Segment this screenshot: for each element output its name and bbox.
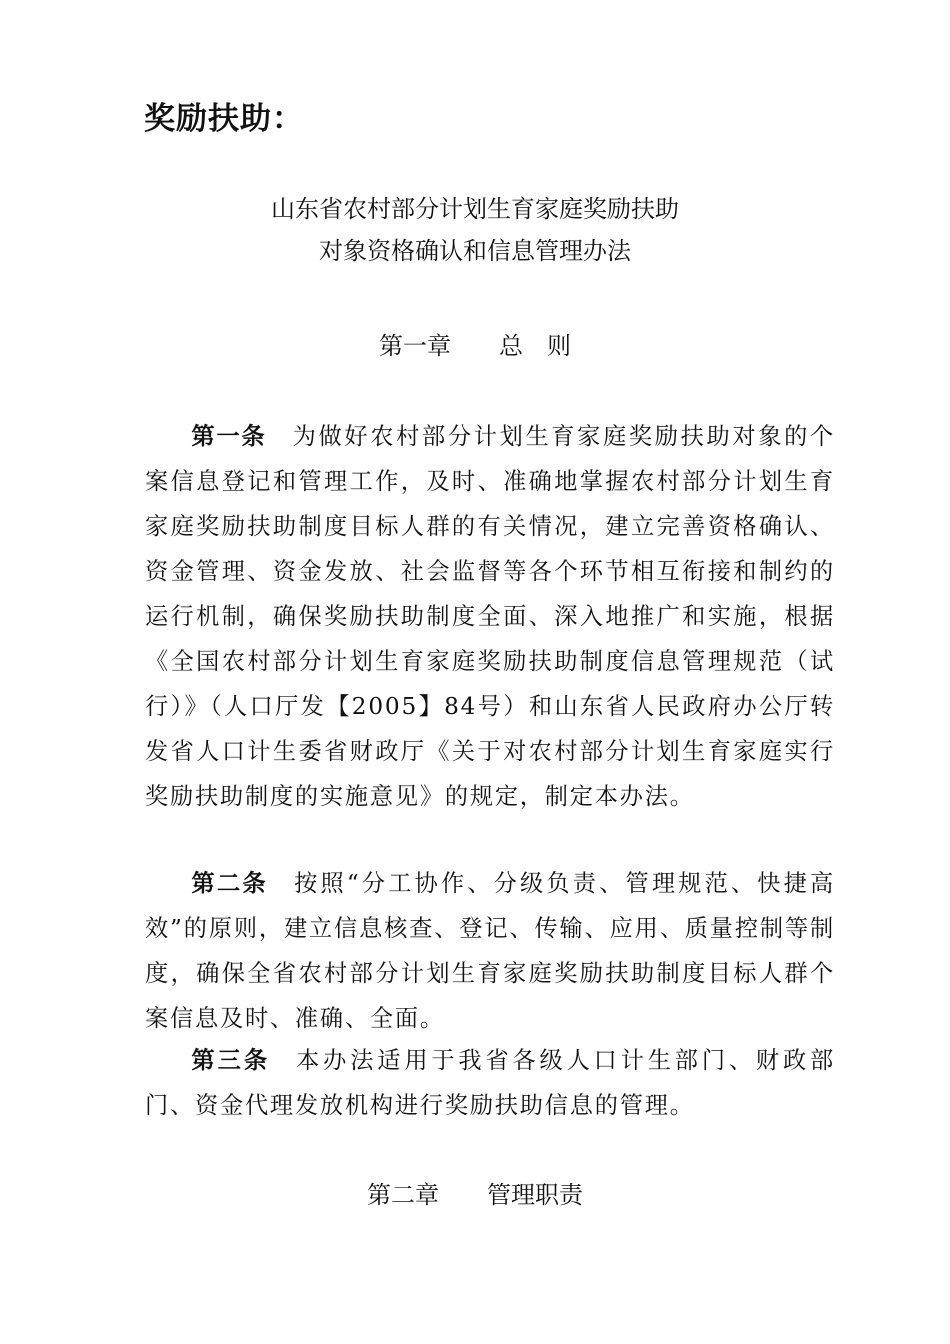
article-3-label: 第三条 xyxy=(191,1047,271,1074)
article-1 xyxy=(145,414,835,819)
article-3-text: 本办法适用于我省各级人口计生部门、财政部门、资金代理发放机构进行奖励扶助信息的管理。 xyxy=(145,1047,836,1119)
article-2-text: 按照“分工协作、分级负责、管理规范、快捷高效”的原则，建立信息核查、登记、传输、应用、质量控制等制度，确保全省农村部分计划生育家庭奖励扶助制度目标人群个案信息及时、准确、全面。 xyxy=(145,870,836,1032)
document-title-line-1: 山东省农村部分计划生育家庭奖励扶助 xyxy=(271,195,679,223)
article-3 xyxy=(145,1038,835,1128)
section-heading: 奖励扶助： xyxy=(144,101,304,137)
chapter-heading-1: 第一章 总 则 xyxy=(379,332,571,360)
article-1-label: 第一条 xyxy=(191,423,267,450)
chapter-heading-2: 第二章 管理职责 xyxy=(367,1181,583,1209)
article-1-text: 为做好农村部分计划生育家庭奖励扶助对象的个案信息登记和管理工作，及时、准确地掌握农村部分计划生育家庭奖励扶助制度目标人群的有关情况，建立完善资格确认、资金管理、资金发放、社会监督等各个环节相互衔接和制约的运行机制，确保奖励扶助制度全面、深入地推广和实施，根据《全国农村部分计划生育家庭奖励扶助制度信息管理规范（试行）》（人口厅发【2005】84号）和山东省人民政府办公厅转发省人口计生委省财政厅《关于对农村部分计划生育家庭实行奖励扶助制度的实施意见》的规定，制定本办法。 xyxy=(145,423,835,810)
document-title-line-2: 对象资格确认和信息管理办法 xyxy=(319,237,631,265)
article-2-label: 第二条 xyxy=(191,870,269,897)
article-2 xyxy=(145,861,835,1041)
